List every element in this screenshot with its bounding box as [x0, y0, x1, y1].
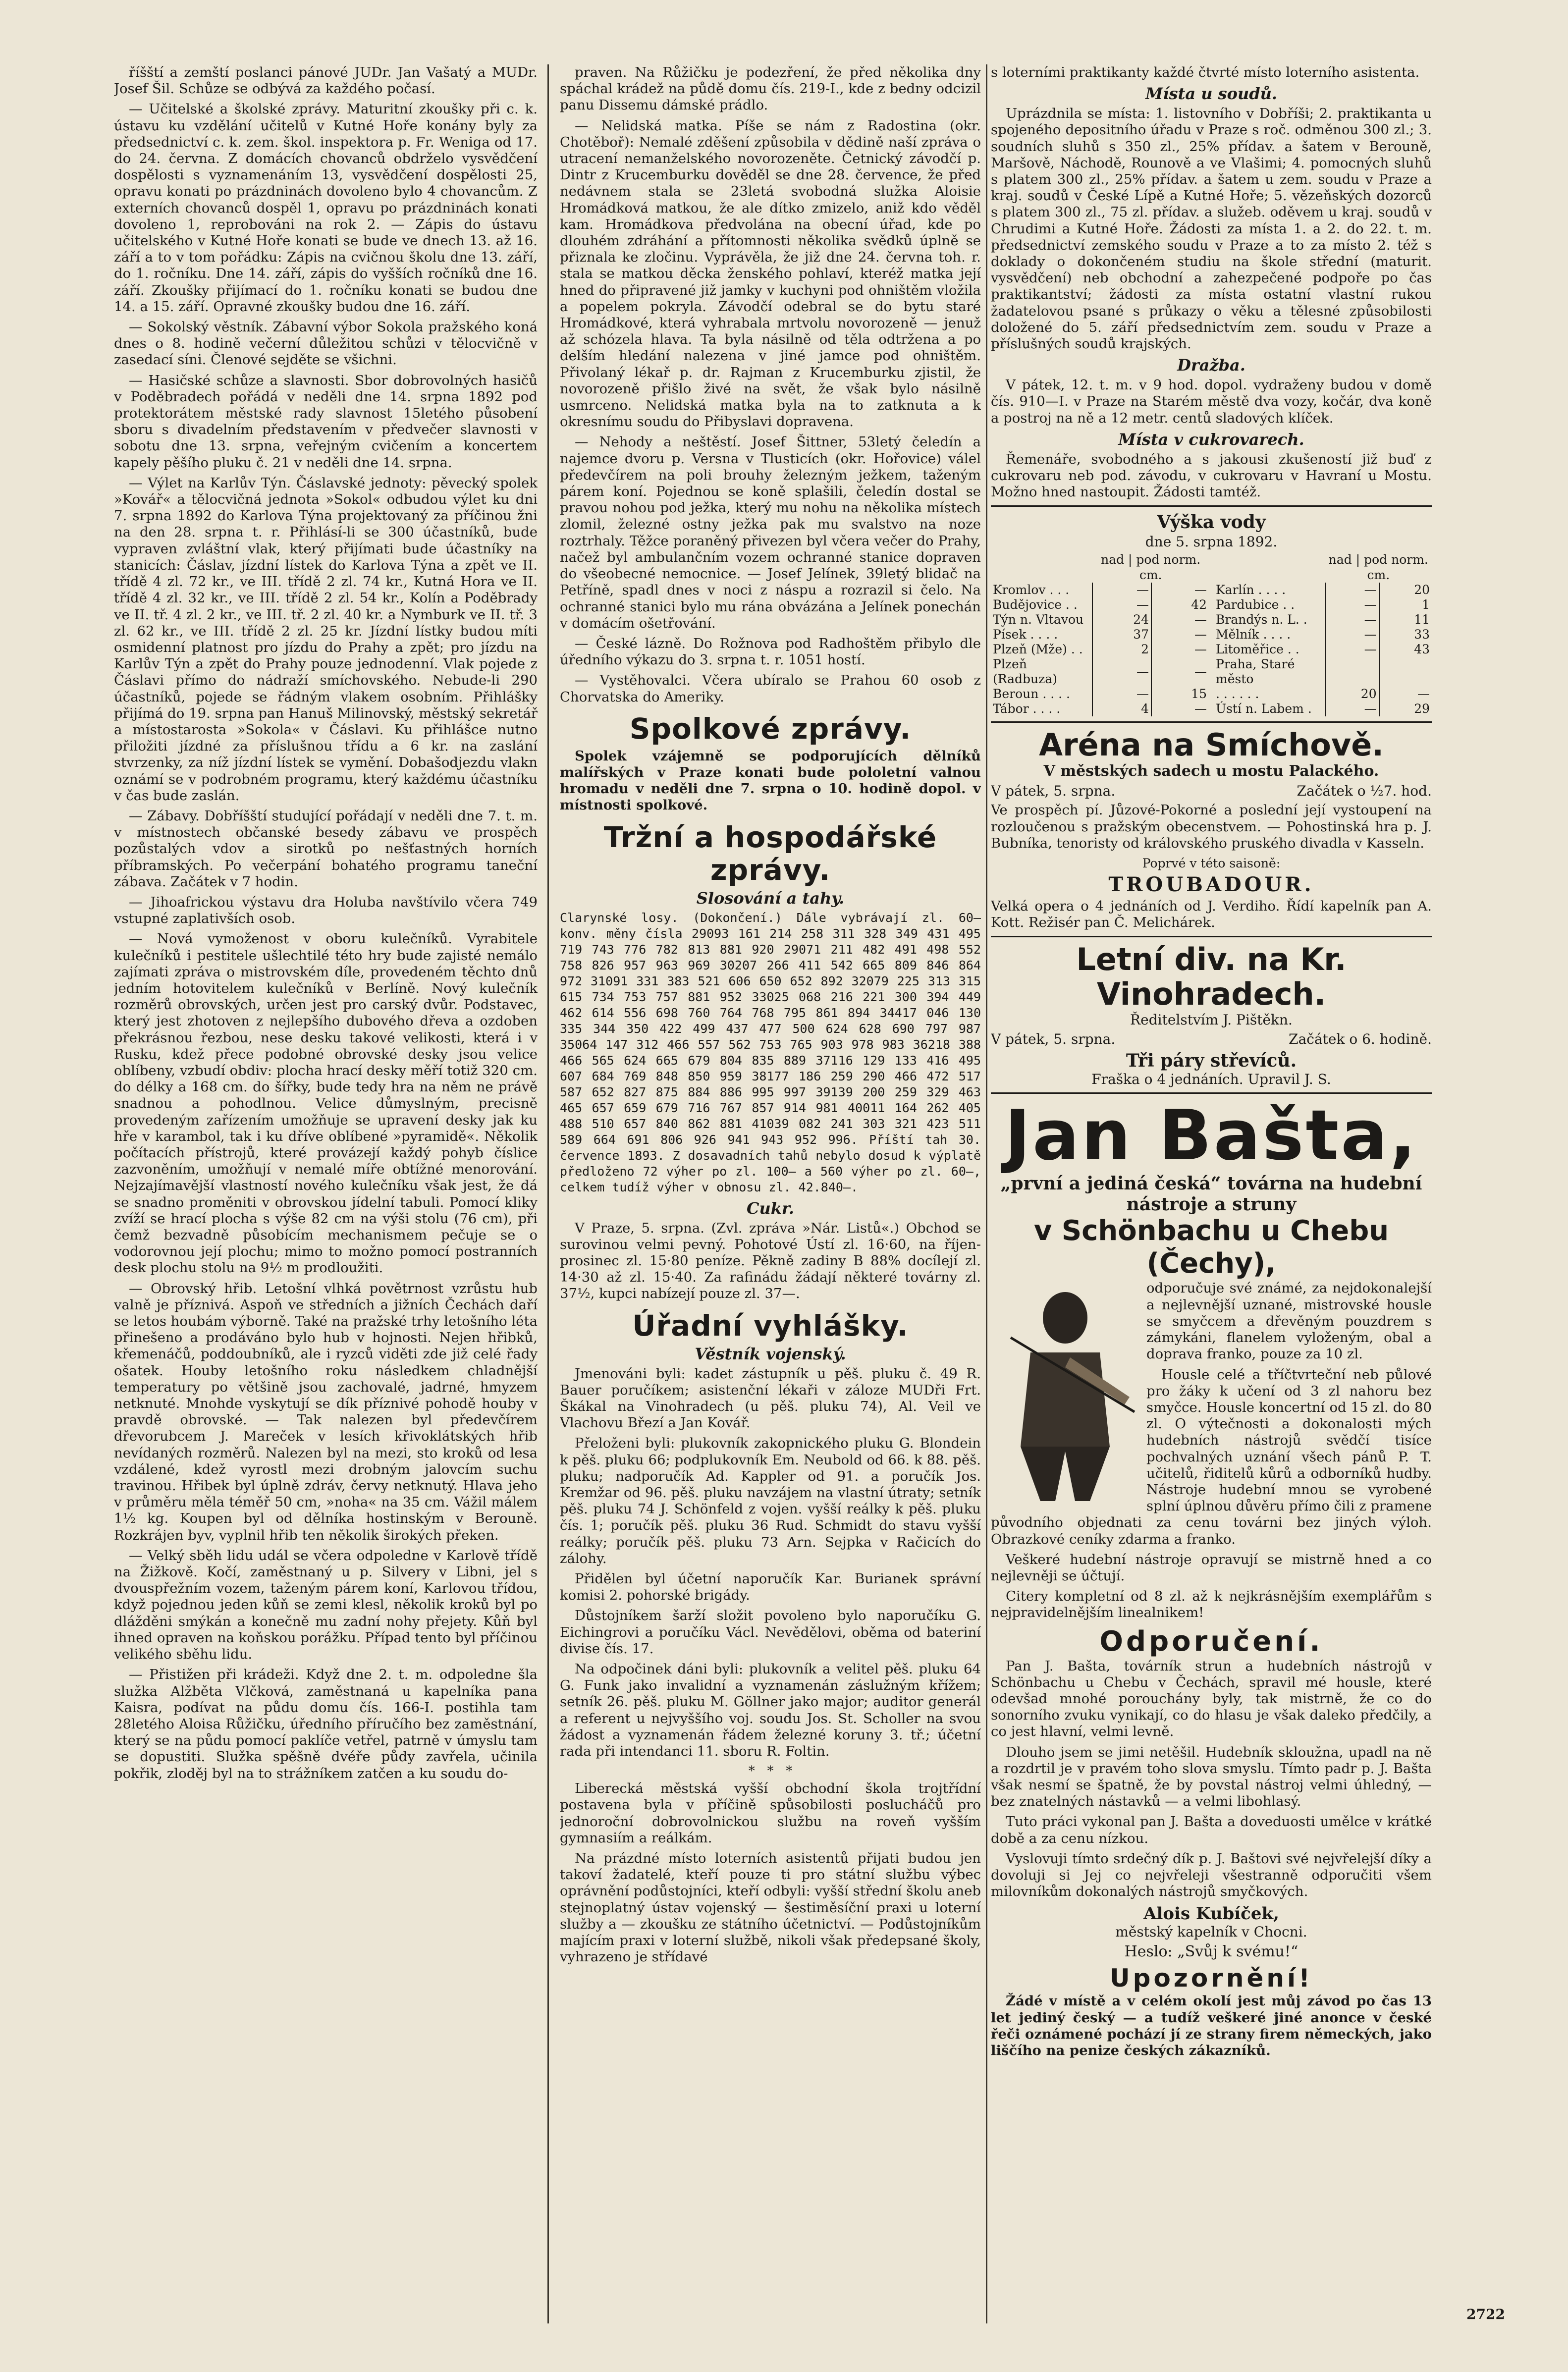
nad-cell: —	[1325, 583, 1379, 597]
nad-cell: —	[1092, 657, 1151, 687]
pod-cell: 11	[1379, 612, 1432, 627]
letni-date-row	[991, 1031, 1432, 1047]
pod-cell: —	[1379, 687, 1432, 701]
pod-cell: 29	[1379, 701, 1432, 716]
nad-cell: —	[1325, 627, 1379, 642]
table-row	[991, 612, 1209, 627]
place-cell: Kromlov . . .	[993, 583, 1070, 597]
nad-cell: 37	[1092, 627, 1151, 642]
table-row	[991, 701, 1209, 716]
article-paragraph: — Učitelské a školské zprávy. Maturitní zkoušky při c. k. ústavu ku vzdělání učitelů v Kutné Hoře konány byly za předsednictví c. k. zem. škol. inspektora p. Fr. Weniga od 17. do 24. června. Z domácích chovanců obdrželo vysvědčení dospělosti s vyznamenáním 13, vysvědčení dospělosti 25, opravu konati po prázdninách dovoleno bylo 4 chovancům. Z externích chovanců dospěl 1, opravu po prázdninách konati dovoleno 1, reprobováni na rok 2. — Zápis do ústavu učitelského v Kutné Hoře konati se bude ve dnech 13. až 16. září a to v tom pořádku: Zápis na cvičnou školu dne 13. září, do 1. ročníku. Dne 14. září, zápis do vyšších ročníků dne 16. září. Zkoušky přijímací do 1. ročníku konati se budou dne 14. a 15. září. Opravné zkoušky budou dne 16. září.	[114, 101, 538, 315]
article-paragraph: Přeloženi byli: plukovník zakopnického pluku G. Blondein k pěš. pluku 66; podplukovník Em. Neubold od 66. k 88. pěš. pluku; nadporučík Ad. Kappler od 91. a poručík Jos. Kremžar od 96. pěš. pluku navzájem na vlastní útraty; setník pěš. pluku 74 J. Schönfeld z vojen. vyšší reálky k pěš. pluku čís. 1; poručík pěš. pluku 36 Rud. Schmidt do stavu vyšší reálky; poručík pěš. pluku 73 Arn. Sejpka v Račicích do zálohy.	[560, 1435, 981, 1566]
pod-cell: —	[1151, 627, 1209, 642]
place-cell: Písek . . . .	[993, 627, 1058, 642]
table-row	[1214, 687, 1432, 701]
article-paragraph: — Sokolský věstník. Zábavní výbor Sokola pražského koná dnes o 8. hodině večerní důležitou schůzi v tělocvičně v zasedací síni. Členové sejděte se všichni.	[114, 319, 538, 368]
water-level-table-left	[991, 552, 1209, 716]
place-cell: Budějovice . .	[993, 597, 1078, 612]
subheading-cukr: Cukr.	[747, 1198, 794, 1218]
nad-cell: 24	[1092, 612, 1151, 627]
place-cell: Tábor . . . .	[993, 701, 1061, 716]
article-paragraph: — Vystěhovalci. Včera ubíralo se Prahou 60 osob z Chorvatska do Ameriky.	[560, 672, 981, 705]
article-paragraph: Na prázdné místo loterních asistentů přijati budou jen takoví žadatelé, kteří pouze ti pro státní službu výbec oprávnění podůstojníci, kteří odbyli: vyšší střední školu aneb stejnoplatný ústav vojenský — šestiměsíční praxi u loterní služby a — zkoušku ze státního účetnictví. — Podůstojníkům majícím praxi v loterní službě, nikoli však předepsané školy, vyhrazeno je střídavé	[560, 1850, 981, 1965]
nad-cell: —	[1092, 597, 1151, 612]
arena-play: TROUBADOUR.	[1108, 873, 1314, 897]
subheading-mista: Místa u soudů.	[1145, 84, 1278, 104]
water-level-table-right	[1214, 552, 1432, 716]
table-row	[1214, 583, 1432, 597]
column-1	[114, 64, 538, 2323]
separator-asterisks: * * *	[748, 1764, 793, 1779]
separator-rule	[991, 505, 1432, 507]
place-cell: Plzeň (Mže) . .	[993, 642, 1083, 657]
basta-text2: Housle celé a tříčtvrteční neb půlové pro žáky k učení od 3 zl nahoru bez smyčce. Housle koncertní od 15 zl. do 80 zl. O výtečnosti a dokonalosti mých hudebních nástrojů svědčí tisíce pochvalných uznání všech pánů P. T. učitelů, řiditelů kůrů a odborníků hudby. Nástroje hudební mnou se vyrobené splní úplnou důvěru přímo čili z pramene původního objednati za cenu továrni bez jiných výloh. Obrazkové ceníky zdarma a franko.	[991, 1366, 1432, 1547]
table-row	[1214, 597, 1432, 612]
letni-title: Letní div. na Kr. Vinohradech.	[1076, 941, 1347, 1013]
place-cell: Karlín . . . .	[1216, 583, 1286, 597]
arena-first: Poprvé v této saisoně:	[1142, 856, 1281, 871]
nad-cell: —	[1325, 642, 1379, 657]
table-row	[1214, 627, 1432, 642]
article-paragraph: — Obrovský hřib. Letošní vlhká povětrnost vzrůstu hub valně je příznivá. Aspoň ve středních a jižních Čechách daří se letos houbám výborně. Také na pražské trhy letošního léta přinešeno a prodáváno bylo hub v hojnosti. Nejen hřibků, křemenáčů, poddoubníků, ale i ryzců viděti zde již celé řady ošatek. Houby letošního roku následkem chladnější temperatury po většině jsou zachovalé, jadrné, hmyzem netknuté. Mnohde vyskytují se dík příznivé pohodě houby v pravdě obrovské. — Tak nalezen byl předevčírem dřevorubcem J. Mareček v lesích křivoklátských hřib nevídaných rozměrů. Nalezen byl na mezi, sto kroků od lesa vzdálené, kdež vyrostl mezi drobným jalovcím suchu travinou. Hřibek byl úplně zdráv, červy netknutý. Hlava jeho v průměru měla téměř 50 cm, »noha« na 35 cm. Vážil málem 1½ kg. Koupen byl od dělníka hostinským v Berouně. Rozkrájen byv, vyplnil hřib ten několik širokých překen.	[114, 1280, 538, 1543]
pod-cell: —	[1151, 701, 1209, 716]
section-heading-trzni: Tržní a hospodářské zprávy.	[603, 820, 937, 887]
pod-cell: —	[1151, 642, 1209, 657]
article-paragraph: — Hasičské schůze a slavnosti. Sbor dobrovolných hasičů v Poděbradech pořádá v neděli dne 14. srpna 1892 pod protektorátem městské rady slavnost 15letého působení sboru s divadelním představením v předvečer slavnosti v sobotu dne 13. srpna, veřejným cvičením a koncertem kapely pěšího pluku č. 21 v neděli dne 14. srpna.	[114, 372, 538, 471]
article-paragraph: V Praze, 5. srpna. (Zvl. zpráva »Nár. Listů«.) Obchod se surovinou velmi pevný. Pohotové Ústí zl. 16·60, na říjen-prosinec zl. 15·80 peníze. Pěkně zadiny B 88% docílejí zl. 14·30 až zl. 15·40. Za rafinádu žádají některé továrny zl. 37½, kupci nabízejí pouze zl. 37—.	[560, 1220, 981, 1302]
pod-cell: 20	[1379, 583, 1432, 597]
water-level-tables	[991, 552, 1432, 716]
arena-date: V pátek, 5. srpna.	[991, 783, 1116, 800]
pod-cell	[1379, 657, 1432, 687]
table-row	[991, 597, 1209, 612]
place-cell: Plzeň (Radbuza)	[993, 657, 1057, 687]
column-divider	[547, 64, 549, 2323]
arena-title: Aréna na Smíchově.	[1039, 727, 1384, 763]
water-level-header: nad | pod norm. cm.	[1328, 552, 1428, 583]
letni-director: Ředitelstvím J. Pištěkn.	[1130, 1012, 1293, 1028]
place-cell: Pardubice . .	[1216, 597, 1295, 612]
place-cell: Brandýs n. L. .	[1216, 612, 1307, 627]
article-paragraph: Liberecká městská vyšší obchodní škola trojtřídní postavena byla v příčině spůsobilosti poslucháčů pro jednoroční dobrovolnickou službu na roveň vyšším gymnasiím a reálkám.	[560, 1780, 981, 1846]
article-paragraph: — České lázně. Do Rožnova pod Radhoštěm přibylo dle úředního výkazu do 3. srpna t. r. 1051 hostí.	[560, 635, 981, 668]
separator-rule	[991, 721, 1432, 723]
arena-text: Ve prospěch pí. Jůzové-Pokorné a poslední její vystoupení na rozloučenou s pražským obecenstvem. — Pohostinská hra p. J. Bubníka, tenoristy od královského pruského divadla v Kasseln.	[991, 802, 1432, 851]
subheading-slosovani: Slosování a tahy.	[696, 888, 845, 908]
odporuceni-signature: Alois Kubíček,	[1143, 1904, 1279, 1924]
odporuceni-text: Dlouho jsem se jimi netěšil. Hudebník skloužna, upadl na ně a rozdrtil je v pravém toho slova smyslu. Tímto padr p. J. Bašta však nesmí se špatně, že by povstal nástroj velmi úhledný, — bez znatelných nástavků — a velmi libohlasý.	[991, 1744, 1432, 1810]
table-row	[991, 642, 1209, 657]
letni-start: Začátek o 6. hodině.	[1289, 1031, 1432, 1048]
article-paragraph: — Nová vymoženost v oboru kulečníků. Vyrabitele kulečníků i pestitele ušlechtilé této hry bude zajisté nemálo zajímati zpráva o mistrovském díle, provedeném těchto dnů jedním hotovitelem kulečníků v Berlíně. Nový kulečník rozměrů obrovských, určen jest pro carský dvůr. Podstavec, který jest zhotoven z nejlepšího dubového dřeva a ozdoben překrásnou řezbou, nese desku takové velikosti, která i v Rusku, kdež přece podobné obrovské desky jsou velice oblíbeny, vzbudí obdiv: plocha hrací desky měří totiž 320 cm. do délky a 168 cm. do šířky, bude tedy hra na něm ne právě snadnou a pohodlnou. Velice důmyslným, precisně provedeným zařízením umožňuje se upravení desky jak ku hře v karambol, tak i ku dříve oblíbené »pyramidě«. Několik počítacích přístrojů, které provázejí každý pohyb číslice zazvoněním, umožňují v nemalé míře obtížné menorování. Nejzajímavější vlastností nového kulečníku však jest, že dá se snadno proměniti v obrovskou jídelní tabuli. Pomocí kliky zvíží se hrací plocha s výše 82 cm na výši stolu (76 cm), při čemž bezvadně působícím mechanismem pečuje se o vodorovnou její plochu; mimo to možno pomocí postranních desk plochu stolu na 9½ m prodloužiti.	[114, 931, 538, 1276]
nad-cell: 4	[1092, 701, 1151, 716]
article-paragraph: praven. Na Růžičku je podezření, že před několika dny spáchal krádež na půdě domu čís. 219-I., kde z bedny odcizil panu Dissemu dámské prádlo.	[560, 64, 981, 113]
heslo: Heslo: „Svůj k svému!“	[1124, 1943, 1298, 1961]
basta-town: v Schönbachu u Chebu (Čechy),	[1033, 1215, 1389, 1280]
upozorneni-text: Žádé v místě a v celém okolí jest můj závod po čas 13 let jediný český — a tudíž veškeré jiné anonce v české řeči oznámené pochází jí ze strany firem německých, jako liščího na penize českých zákazníků.	[991, 1993, 1432, 2058]
pod-cell: 33	[1379, 627, 1432, 642]
nad-cell: —	[1325, 701, 1379, 716]
arena-subtitle: V městských sadech u mostu Palackého.	[1043, 762, 1379, 780]
water-level-header: nad | pod norm. cm.	[1101, 552, 1201, 583]
table-row	[991, 687, 1209, 701]
violinist-illustration	[991, 1283, 1139, 1501]
table-row	[1214, 657, 1432, 687]
arena-play-text: Velká opera o 4 jednáních od J. Verdiho. Řídí kapelník pan A. Kott. Režisér pan Č. Melichárek.	[991, 898, 1432, 931]
odporuceni-title: Odporučení.	[1099, 1625, 1323, 1658]
odporuceni-text: Tuto práci vykonal pan J. Bašta a doveduosti umělce v krátké době a za cenu nízkou.	[991, 1814, 1432, 1846]
article-paragraph: — Nehody a neštěstí. Josef Šittner, 53letý čeledín a najemce dvoru p. Versna v Tlusticích (okr. Hořovice) válel předevčírem na poli brouhy železným ježkem, taženým párem koní. Pojednou se koně splašili, čeledín dostal se pravou nohou pod ježka, který mu nohu na několika místech zlomil, železné ostny ježka pak mu svalstvo na noze roztrhaly. Těžce poraněný přivezen byl včera večer do Prahy, načež byl ambulančním vozem ochranné stanice dopraven do všeobecné nemocnice. — Josef Jelínek, 39letý blidač na Petříně, spadl dnes v noci z náspu a rozrazil si čelo. Na ochranné stanici bylo mu rána obvázána a Jelínek ponechán v domácím ošetřování.	[560, 434, 981, 631]
nad-cell: —	[1092, 687, 1151, 701]
water-level-date: dne 5. srpna 1892.	[1145, 534, 1278, 550]
place-cell: Litoměřice . .	[1216, 642, 1299, 657]
nad-cell: 20	[1325, 687, 1379, 701]
article-paragraph: Jmenováni byli: kadet zástupník u pěš. pluku č. 49 R. Bauer poručíkem; asistenční lékaři v záloze MUDři Frt. Škákal na Vinohradech (u pěš. pluku 74), Al. Veil ve Vlachovu Březí a Jan Kovář.	[560, 1365, 981, 1431]
odporuceni-text: Pan J. Bašta, továrník strun a hudebních nástrojů v Schönbachu u Chebu v Čechách, spravil mé housle, které odevšad mnohé porouchány byly, tak mistrně, že co do sonorního zvuku vynikají, co do hlasu je však daleko předčily, a co jest hlavní, velmi levně.	[991, 1658, 1432, 1740]
table-row	[991, 583, 1209, 597]
article-paragraph: s loterními praktikanty každé čtvrté místo loterního asistenta.	[991, 64, 1420, 80]
nad-cell: —	[1325, 612, 1379, 627]
basta-text3: Veškeré hudební nástroje opravují se mistrně hned a co nejlevněji se účtují.	[991, 1551, 1432, 1584]
odporuceni-text: Vyslovuji tímto srdečný dík p. J. Baštovi své nejvřelejší díky a dovoluji si Jej co nejvřeleji všestranně odporučiti všem milovníkům dokonalých nástrojů smyčkových.	[991, 1850, 1432, 1900]
arena-start: Začátek o ½7. hod.	[1297, 783, 1432, 800]
place-cell: Beroun . . . .	[993, 687, 1070, 701]
letni-play: Tři páry střevíců.	[1126, 1050, 1297, 1072]
subheading-cukrovary: Místa v cukrovarech.	[1118, 430, 1304, 449]
letni-play-text: Fraška o 4 jednáních. Upravil J. S.	[1091, 1071, 1331, 1088]
nad-cell: 2	[1092, 642, 1151, 657]
article-paragraph: Spolek vzájemně se podporujících dělníků malířských v Praze konati bude pololetní valnou hromadu v neděli dne 7. srpna o 10. hodině dopol. v místnosti spolkové.	[560, 748, 981, 813]
basta-subtitle: „první a jediná česká“ továrna na hudební nástroje a struny	[1000, 1173, 1422, 1215]
place-cell: Ústí n. Labem .	[1216, 701, 1312, 716]
column-2	[560, 64, 981, 2323]
article-paragraph: Na odpočinek dáni byli: plukovník a velitel pěš. pluku 64 G. Funk jako invalidní a vyznamenán záslužným křížem; setník 26. pěš. pluku M. Göllner jako major; auditor generál a referent u nejvyššího voj. soudu Jos. St. Scholler na svou žádost a vyznamenán řádem železné koruny 3. tř.; účetní rada při intendanci 11. sboru R. Foltin.	[560, 1661, 981, 1760]
section-heading-spolkove: Spolkové zprávy.	[629, 711, 912, 746]
pod-cell: 1	[1379, 597, 1432, 612]
article-paragraph: — Výlet na Karlův Týn. Čáslavské jednoty: pěvecký spolek »Kovář« a tělocvičná jednota »Sokol« odbudou výlet ku dni 7. srpna 1892 do Karlova Týna projektovaný za příčinou žni na den 28. srpna t. r. Přihlásí-li se 300 účastníků, bude vypraven zvláštní vlak, který přijímati bude účastníky na stanicích: Čáslav, jízdní lístek do Karlova Týna a zpět ve II. třídě 4 zl. 72 kr., ve III. třídě 2 zl. 74 kr., Kutná Hora ve II. třídě 4 zl. 32 kr., ve III. třídě 2 zl. 54 kr., Kolín a Poděbrady ve II. tř. 4 zl. 2 kr., ve III. tř. 2 zl. 40 kr. a Nymburk ve II. tř. 3 zl. 62 kr., ve III. třídě 2 zl. 25 kr. Jízdní lístky budou míti osmidenní platnost pro jízdu do Prahy a zpět; pro jízdu na Karlův Týn a zpět do Prahy pouze jednodenní. Vlak pojede z Čáslavi přímo do nádraží smíchovského. Nebude-li 290 účastníků, pojede se řádným vlakem osobním. Přihlášky přijímá do 19. srpna pan Hanuš Milinovský, městský sekretář a místostarosta »Sokola« v Čáslavi. Ku přihlášce nutno přiložiti jízdné za příslušnou třídu a 6 kr. na zaslání stvrzenky, za níž jízdní lístek se vymění. Dobašodjezdu vlakn oznámí se v podrobném programu, který každému účastníku v čas bude zaslán.	[114, 475, 538, 804]
upozorneni-title: Upozornění!	[1110, 1964, 1313, 1993]
odporuceni-role: městský kapelník v Chocni.	[1115, 1924, 1307, 1941]
table-row	[991, 627, 1209, 642]
pod-cell: 15	[1151, 687, 1209, 701]
nad-cell	[1325, 657, 1379, 687]
section-heading-uradni: Úřadní vyhlášky.	[632, 1308, 909, 1343]
arena-date-row	[991, 783, 1432, 799]
article-paragraph: V pátek, 12. t. m. v 9 hod. dopol. vydraženy budou v domě čís. 910—I. v Praze na Starém městě dva vozy, kočár, dva koně a postroj na ně a 12 metr. centů sladových klíček.	[991, 377, 1432, 426]
article-paragraph: — Přistižen při krádeži. Když dne 2. t. m. odpoledne šla služka Alžběta Vlčková, zaměstnaná u kapelníka pana Kaisra, podívat na půdu domu čís. 166-I. postihla tam 28letého Aloisa Růžičku, úředního příručího bez zaměstnání, který se na půdu pomocí paklíče vetřel, patrně v úmyslu tam se dopustiti. Služka spěšně dvéře půdy zavřela, učinila pokřik, zloděj byl na to strážníkem zatčen a ku soudu do-	[114, 1667, 538, 1781]
article-paragraph: — Zábavy. Dobříšští studující pořádají v neděli dne 7. t. m. v místnostech občanské besedy zábavu ve prospěch pozůstalých vdov a sirotků po nešťastných horních příbramských. Po večerpání bohatého programu taneční zábava. Začátek v 7 hodin.	[114, 808, 538, 890]
article-paragraph: říšští a zemští poslanci pánové JUDr. Jan Vašatý a MUDr. Josef Šil. Schůze se odbývá za každého počasí.	[114, 64, 538, 97]
basta-text4: Citery kompletní od 8 zl. až k nejkrásnějším exemplářům s nejpravidelnějším linealnikem!	[991, 1588, 1432, 1621]
table-row	[1214, 612, 1432, 627]
article-paragraph: — Velký sběh lidu udál se včera odpoledne v Karlově třídě na Žižkově. Kočí, zaměstnaný u p. Silvery v Libni, jel s dvouspřežním vozem, taženým párem koní, Karlovou třídou, když pojednou jeden kůň se zemi klesl, několik kroků byl po dlážděni smýkán a konečně mu zadní nohy přejety. Kůň byl ihned opraven na koňskou porážku. Případ tento byl příčinou velikého sběhu lidu.	[114, 1547, 538, 1663]
article-paragraph: Přidělen byl účetní naporučík Kar. Burianek správní komisi 2. pohorské brigády.	[560, 1570, 981, 1604]
pod-cell: —	[1151, 583, 1209, 597]
basta-text1: odporučuje své známé, za nejdokonalejší a nejlevnější uznané, mistrovské housle se smyčcem a dřevěným pouzdrem s zámykáni, flanelem vyloženým, obal a doprava franko, pouze za 10 zl.	[1146, 1280, 1432, 1362]
water-level-title: Výška vody	[1157, 512, 1266, 533]
article-paragraph: Důstojníkem šarží složit povoleno bylo naporučíku G. Eichingrovi a poručíku Václ. Nevědělovi, oběma od bateriní divise čís. 17.	[560, 1608, 981, 1657]
pod-cell: —	[1151, 657, 1209, 687]
ad-number: 2722	[1466, 2306, 1505, 2322]
table-row	[1214, 642, 1432, 657]
table-row	[991, 657, 1209, 687]
nad-cell: —	[1325, 597, 1379, 612]
separator-rule	[991, 936, 1432, 937]
pod-cell: 42	[1151, 597, 1209, 612]
basta-name: Jan Bašta,	[1004, 1095, 1418, 1177]
place-cell: Praha, Staré město	[1216, 657, 1295, 687]
place-cell: Týn n. Vltavou	[993, 612, 1084, 627]
subheading-drazba: Dražba.	[1177, 356, 1245, 375]
place-cell: . . . . . .	[1216, 687, 1259, 701]
column-divider	[986, 64, 987, 2323]
place-cell: Mělník . . . .	[1216, 627, 1291, 642]
pod-cell: 43	[1379, 642, 1432, 657]
subheading-vestnik: Věstník vojenský.	[695, 1344, 846, 1363]
column-3	[991, 64, 1432, 2323]
article-paragraph: Uprázdnila se místa: 1. listovního v Dobříši; 2. praktikanta u spojeného depositního úřadu v Praze s roč. odměnou 300 zl.; 3. soudních sluhů s 350 zl., 25% přídav. a šatem v Berouně, Maršově, Náchodě, Rounově a ve Vlašimi; 4. pomocných sluhů s platem 300 zl., 25% přídav. a šatem u zem. soudu v Praze a kraj. soudů v České Lípě a Kutné Hoře; 5. vězeňských dozorců s platem 300 zl., 75 zl. přídav. a služeb. oděvem u kraj. soudů v Chrudimi a Kutné Hoře. Žádosti za místa 1. a 2. do 22. t. m. předsednictví zemského soudu v Praze a to za místo 2. též s doklady o dokončeném studiu na škole střední (maturit. vysvědčení) neb obchodní a zahezpečené podpoře po čas praktikantství; žádosti za místa ostatní vlastní rukou žadatelovou psané s průkazy o věku a tělesné způsobilosti doložené do 5. září předsednictvím zem. soudu v Praze a příslušných soudů krajských.	[991, 106, 1432, 352]
table-row	[1214, 701, 1432, 716]
letni-date: V pátek, 5. srpna.	[991, 1031, 1116, 1048]
separator-rule	[991, 1092, 1432, 1094]
article-paragraph: — Nelidská matka. Píše se nám z Radostina (okr. Chotěboř): Nemalé zděšení způsobila v dědině naší zpráva o utracení nemanželského novorozeněte. Četnický závodčí p. Dintr z Krucemburku dověděl se dne 28. července, že před nedávnem stala se 23letá svobodná služka Aloisie Hromádková matkou, že ale dítko zmizelo, aniž kdo věděl kam. Hromádkova předvolána na obecní úřad, kde po dlouhém zdráhání a přítomnosti několika svědků úplně se přiznala ke zločinu. Vyprávěla, že již dne 24. června toh. r. stala se matkou děcka ženského pohlaví, kteréž matka její hned do připravené již jamky v kuchyni pod ohništěm vložila a popelem pokryla. Závodčí odebral se do bytu staré Hromádkové, která vyhrabala mrtvolu novorozeně — jenuž až schózela hlava. Ta byla násilně od těla odtržena a po delším hledání nalezena v jiné jamce pod ohništěm. Přivolaný lékař p. dr. Rajman z Krucemburku zjistil, že novorozeně přišlo živé na svět, že však bylo násilně usmrceno. Nelidská matka byla na to zatknuta a k okresnímu soudu do Přibyslavi dopravena.	[560, 117, 981, 430]
lottery-numbers: Clarynské losy. (Dokončení.) Dále vybrávají zl. 60— konv. měny čísla 29093 161 214 258 311 328 349 431 495 719 743 776 782 813 881 920 29071 211 482 491 498 552 758 826 957 963 969 30207 266 411 542 665 809 846 864 972 31091 331 383 521 606 650 652 892 32079 225 313 315 615 734 753 757 881 952 33025 068 216 221 300 394 449 462 614 556 698 760 764 768 795 861 894 34417 046 130 335 344 350 422 499 437 477 500 624 628 690 797 987 35064 147 312 466 557 562 753 765 903 978 983 36218 388 466 565 624 665 679 804 835 889 37116 129 133 416 495 607 684 769 848 850 959 38177 186 259 290 466 472 517 587 652 827 875 884 886 995 997 39139 200 259 329 463 465 657 659 679 716 767 857 914 981 40011 164 262 405 488 510 657 840 862 881 41039 082 241 303 321 423 511 589 664 691 806 926 941 943 952 996. Příští tah 30. července 1893. Z dosavadních tahů nebylo dosud k výplatě předloženo 72 výher po zl. 100— a 560 výher po zl. 60—, celkem tudíž výher v obnosu zl. 42.840—.	[560, 910, 981, 1194]
article-paragraph: — Jihoafrickou výstavu dra Holuba navštívilo včera 749 vstupné zaplativších osob.	[114, 894, 538, 927]
nad-cell: —	[1092, 583, 1151, 597]
article-paragraph: Řemenáře, svobodného a s jakousi zkušeností již buď z cukrovaru neb pod. závodu, v cukrovaru v Havraní u Mostu. Možno hned nastoupit. Žádosti tamtéž.	[991, 451, 1432, 500]
pod-cell: —	[1151, 612, 1209, 627]
